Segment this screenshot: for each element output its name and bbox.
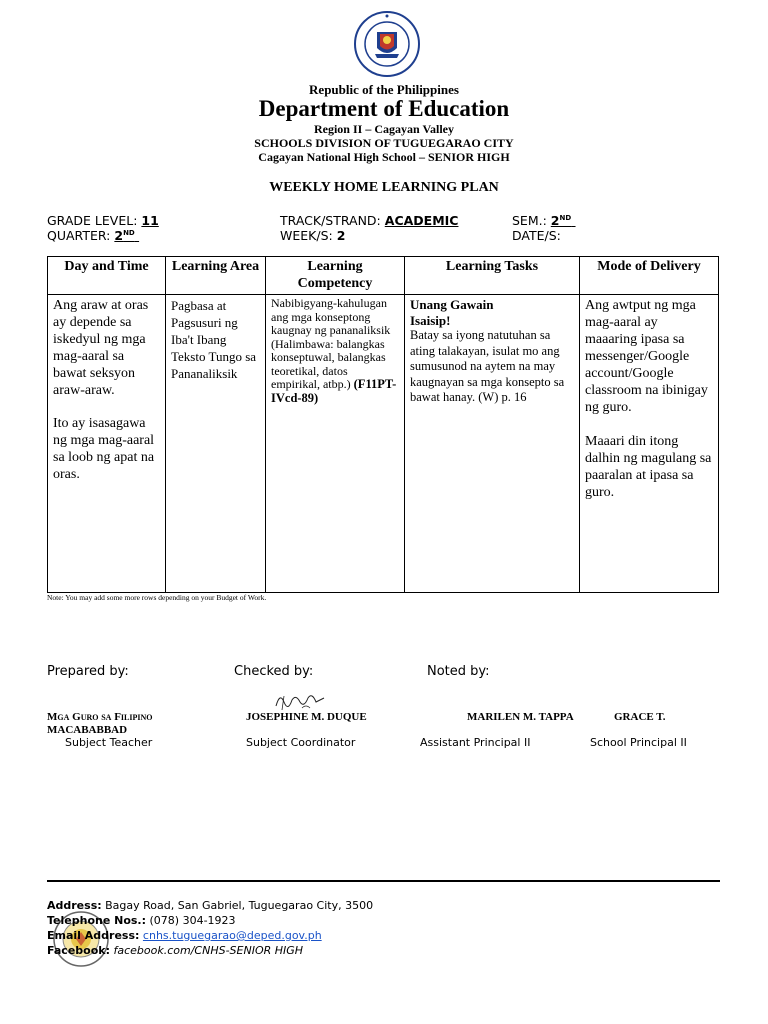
noted-role-1: Assistant Principal II [420, 736, 531, 749]
task-title-1: Unang Gawain [410, 297, 494, 312]
sem-label: SEM.: [512, 213, 547, 228]
competency-text: Nabibigyang-kahulugan ang mga konseptong kaugnay ng pananaliksik (Halimbawa: balangkas konseptuwal, balangkas teoretikal, datos empirikal, atbp.) [271, 296, 391, 391]
checked-role: Subject Coordinator [246, 736, 356, 749]
republic-line: Republic of the Philippines [309, 82, 459, 97]
footer-divider [47, 880, 720, 882]
table-header-row [48, 257, 719, 295]
checked-by-label: Checked by: [234, 664, 314, 679]
division-line: SCHOOLS DIVISION OF TUGUEGARAO CITY [254, 136, 514, 150]
noted-name-2: GRACE T. [614, 711, 666, 723]
address-label: Address: [47, 899, 102, 912]
date-label: DATE/S: [512, 228, 561, 243]
delivery-text-1: Ang awtput ng mga mag-aaral ay maaaring ipasa sa messenger/Google account/Google classroom na ibinigay ng guro. [585, 298, 708, 415]
competency-code: (F11PT-IVcd-89) [271, 377, 397, 405]
footer-email [47, 928, 322, 943]
deped-seal-logo [353, 10, 421, 78]
noted-by-label: Noted by: [427, 664, 490, 679]
table-row [48, 295, 719, 593]
delivery-text-2: Maaari din itong dalhin ng magulang sa paaralan at ipasa sa guro. [585, 434, 712, 500]
footer-facebook [47, 943, 303, 958]
facebook-value: facebook.com/CNHS-SENIOR HIGH [113, 944, 304, 957]
telephone-label: Telephone Nos.: [47, 914, 147, 927]
learning-plan-table [47, 256, 719, 593]
table-note: Note: You may add some more rows depending on your Budget of Work. [47, 593, 267, 602]
facebook-label: Facebook: [47, 944, 110, 957]
prepared-name-line-1: Mga Guro sa Filipino [47, 711, 153, 723]
plan-title: WEEKLY HOME LEARNING PLAN [269, 180, 499, 195]
day-time-text-1: Ang araw at oras ay depende sa iskedyul ng mga mag-aaral sa bawat seksyon araw-araw. [53, 298, 149, 398]
email-link[interactable]: cnhs.tuguegarao@deped.gov.ph [142, 929, 322, 942]
address-value: Bagay Road, San Gabriel, Tuguegarao City, 3500 [105, 899, 374, 912]
cell-learning-tasks [405, 295, 580, 593]
prepared-name-line-2: MACABABBAD [47, 724, 128, 736]
department-title: Department of Education [258, 96, 510, 121]
week-value: 2 [336, 228, 346, 243]
track-label: TRACK/STRAND: [280, 213, 381, 228]
task-body: Batay sa iyong natutuhan sa ating talakayan, isulat mo ang sumusunod na aytem na may kaugnayan sa mga konsepto sa bawat hanay. (W) p. 16 [410, 328, 565, 404]
noted-name-1: MARILEN M. TAPPA [467, 711, 574, 723]
prepared-role: Subject Teacher [65, 736, 153, 749]
checked-name: JOSEPHINE M. DUQUE [246, 711, 367, 723]
grade-level [47, 213, 159, 228]
header-learning-tasks: Learning Tasks [405, 257, 580, 295]
grade-label: GRADE LEVEL: [47, 213, 138, 228]
cell-mode-of-delivery [580, 295, 719, 593]
header-learning-competency: Learning Competency [266, 257, 405, 295]
week-label: WEEK/S: [280, 228, 333, 243]
grade-value: 11 [141, 213, 159, 228]
header-day-time: Day and Time [48, 257, 166, 295]
semester [512, 213, 576, 228]
cell-day-time [48, 295, 166, 593]
footer-address [47, 898, 373, 913]
header-learning-area: Learning Area [166, 257, 266, 295]
track-strand [280, 213, 458, 228]
cell-learning-competency [266, 295, 405, 593]
sem-value: 2ND [550, 213, 572, 228]
noted-role-2: School Principal II [590, 736, 687, 749]
day-time-text-2: Ito ay isasagawa ng mga mag-aaral sa loob ng apat na oras. [53, 416, 155, 482]
date [512, 228, 561, 243]
telephone-value: (078) 304-1923 [149, 914, 236, 927]
task-title-2: Isaisip! [410, 312, 451, 328]
cell-learning-area: Pagbasa at Pagsusuri ng Iba't Ibang Teksto Tungo sa Pananaliksik [166, 295, 266, 593]
quarter-value: 2ND [114, 228, 135, 243]
footer-telephone [47, 913, 236, 928]
quarter-label: QUARTER: [47, 228, 111, 243]
region-line: Region II – Cagayan Valley [313, 122, 455, 136]
header-mode-of-delivery: Mode of Delivery [580, 257, 719, 295]
school-line: Cagayan National High School – SENIOR HIGH [258, 150, 510, 164]
week [280, 228, 345, 243]
track-value: ACADEMIC [384, 213, 459, 228]
prepared-by-label: Prepared by: [47, 664, 129, 679]
email-label: Email Address: [47, 929, 140, 942]
quarter [47, 228, 139, 243]
header-subtitle [0, 122, 768, 164]
